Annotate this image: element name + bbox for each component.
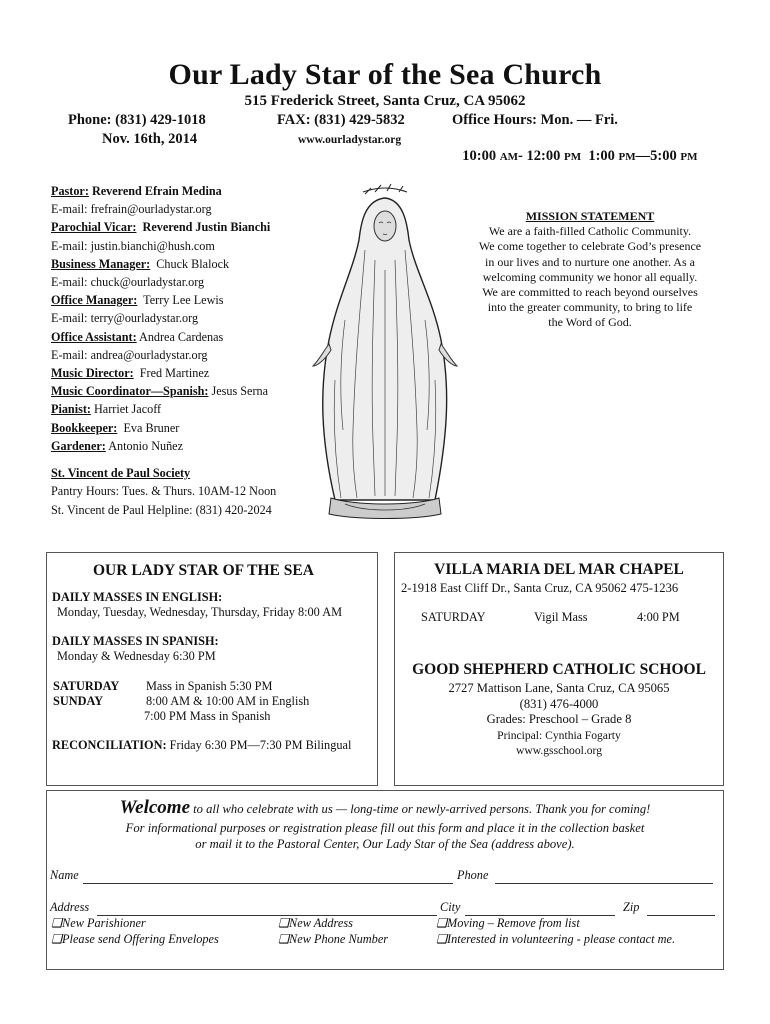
checkbox-moving-remove[interactable]: ❏Moving – Remove from list (436, 916, 580, 930)
staff-entry (51, 218, 296, 236)
school-website: www.gsschool.org (516, 744, 602, 757)
english-masses-label: DAILY MASSES IN ENGLISH: (52, 590, 223, 604)
bulletin-date: Nov. 16th, 2014 (102, 131, 198, 147)
chapel-heading: VILLA MARIA DEL MAR CHAPEL (434, 561, 684, 578)
mission-line: the Word of God. (548, 315, 632, 330)
name-label: Name (50, 868, 79, 882)
school-details (395, 681, 723, 759)
checkbox-new-address[interactable]: ❏New Address (278, 916, 353, 930)
school-heading: GOOD SHEPHERD CATHOLIC SCHOOL (412, 661, 706, 678)
chapel-address: 2-1918 East Cliff Dr., Santa Cruz, CA 95062 475-1236 (401, 581, 679, 595)
reconciliation-info: RECONCILIATION: Friday 6:30 PM—7:30 PM Bilingual (52, 738, 352, 752)
checkbox-icon[interactable]: ❏ (51, 932, 63, 946)
staff-name: Fred Martinez (133, 366, 210, 381)
staff-role: Office Assistant: (51, 329, 137, 344)
mission-line: welcoming community we honor all equally. (482, 269, 698, 284)
checkbox-volunteering[interactable]: ❏Interested in volunteering - please contact me. (436, 932, 676, 946)
checkbox-icon[interactable]: ❏ (51, 916, 63, 930)
staff-role: Business Manager: (51, 256, 151, 271)
saturday-mass-time: Mass in Spanish 5:30 PM (146, 679, 273, 693)
staff-entry (51, 419, 296, 437)
sunday-mass-time-spanish: 7:00 PM Mass in Spanish (144, 709, 271, 723)
office-hours-times: 10:00 AM- 12:00 PM 1:00 PM—5:00 PM (462, 148, 698, 164)
sunday-label: SUNDAY (53, 694, 104, 708)
school-grades: Grades: Preschool – Grade 8 (486, 712, 632, 726)
church-address: 515 Frederick Street, Santa Cruz, CA 95062 (244, 93, 526, 109)
mission-line: into the greater community, to bring to life (487, 300, 693, 315)
staff-name: Andrea Cardenas (136, 329, 224, 344)
staff-email: E-mail: justin.bianchi@hush.com (51, 238, 215, 253)
staff-entry (51, 437, 296, 455)
staff-role: Pastor: (51, 184, 89, 198)
name-field[interactable] (83, 883, 453, 884)
svdp-pantry-hours: Pantry Hours: Tues. & Thurs. 10AM-12 Noon (51, 484, 277, 499)
staff-role: Music Director: (51, 366, 134, 381)
mission-line: We come together to celebrate God’s presence (478, 239, 702, 254)
fax-number: FAX: (831) 429-5832 (277, 112, 405, 128)
staff-role: Office Manager: (51, 293, 138, 308)
staff-entry (51, 291, 296, 309)
staff-role: Music Coordinator—Spanish: (51, 384, 209, 399)
checkbox-icon[interactable]: ❏ (436, 932, 448, 946)
staff-email: E-mail: terry@ourladystar.org (51, 311, 199, 326)
zip-field[interactable] (647, 915, 715, 916)
staff-role: Gardener: (51, 438, 106, 453)
staff-name: Terry Lee Lewis (137, 293, 224, 308)
checkbox-new-phone-number[interactable]: ❏New Phone Number (278, 932, 389, 946)
staff-entry (51, 182, 296, 200)
welcome-word: Welcome (119, 797, 190, 818)
phone-number: Phone: (831) 429-1018 (68, 112, 206, 128)
staff-name: Antonio Nuñez (105, 438, 184, 453)
address-label: Address (50, 900, 90, 914)
staff-entry (51, 255, 296, 273)
sunday-mass-times-english: 8:00 AM & 10:00 AM in English (146, 694, 310, 708)
registration-form (46, 790, 724, 970)
phone-label: Phone (457, 868, 489, 882)
staff-name: Jesus Serna (208, 384, 269, 399)
staff-entry (51, 400, 296, 418)
virgin-mary-statue-illustration (295, 180, 475, 520)
spanish-masses-times: Monday & Wednesday 6:30 PM (57, 649, 216, 663)
staff-role: Bookkeeper: (51, 420, 118, 435)
staff-entry (51, 382, 296, 400)
address-field[interactable] (97, 915, 437, 916)
church-title: Our Lady Star of the Sea Church (168, 58, 602, 91)
mass-schedule-heading: OUR LADY STAR OF THE SEA (93, 562, 314, 579)
staff-name: Chuck Blalock (150, 256, 230, 271)
church-website: www.ourladystar.org (298, 134, 402, 146)
spanish-masses-label: DAILY MASSES IN SPANISH: (52, 634, 219, 648)
office-hours-label: Office Hours: Mon. — Fri. (452, 112, 618, 128)
mass-schedule-box (46, 552, 378, 786)
checkbox-new-parishioner[interactable]: ❏New Parishioner (51, 916, 146, 930)
staff-role: Parochial Vicar: (51, 220, 137, 235)
mission-line: in our lives and to nurture one another. As a (485, 254, 695, 269)
mission-line: We are committed to reach beyond ourselves (482, 285, 698, 300)
welcome-line: Welcome to all who celebrate with us — long-time or newly-arrived persons. Thank you for coming! (119, 797, 651, 818)
chapel-time: 4:00 PM (637, 610, 680, 624)
chapel-school-box (394, 552, 724, 786)
staff-name: Eva Bruner (117, 420, 180, 435)
staff-role: Pianist: (51, 402, 91, 417)
checkbox-offering-envelopes[interactable]: ❏Please send Offering Envelopes (51, 932, 219, 946)
saturday-label: SATURDAY (53, 679, 120, 693)
staff-email: E-mail: andrea@ourladystar.org (51, 347, 208, 362)
staff-name: Reverend Justin Bianchi (136, 220, 271, 235)
staff-name: Harriet Jacoff (90, 402, 162, 417)
chapel-day: SATURDAY (421, 610, 486, 624)
mission-heading: MISSION STATEMENT (525, 209, 655, 223)
checkbox-icon[interactable]: ❏ (278, 932, 290, 946)
school-address: 2727 Mattison Lane, Santa Cruz, CA 95065 (448, 681, 670, 695)
city-label: City (440, 900, 461, 914)
staff-name: Reverend Efrain Medina (88, 184, 222, 198)
checkbox-icon[interactable]: ❏ (278, 916, 290, 930)
english-masses-times: Monday, Tuesday, Wednesday, Thursday, Friday 8:00 AM (57, 605, 343, 619)
svdp-section (51, 464, 276, 519)
zip-label: Zip (623, 900, 640, 914)
form-instructions-1: For informational purposes or registration please fill out this form and place it in the collection basket (125, 821, 645, 835)
mission-statement (470, 209, 710, 331)
staff-directory (51, 182, 296, 455)
phone-field[interactable] (495, 883, 713, 884)
school-phone: (831) 476-4000 (519, 696, 599, 711)
staff-email: E-mail: chuck@ourladystar.org (51, 275, 205, 290)
staff-email: E-mail: frefrain@ourladystar.org (51, 202, 212, 217)
staff-entry (51, 328, 296, 346)
svdp-helpline: St. Vincent de Paul Helpline: (831) 420-2024 (51, 502, 272, 517)
staff-entry (51, 364, 296, 382)
chapel-mass: Vigil Mass (534, 610, 588, 624)
checkbox-icon[interactable]: ❏ (436, 916, 448, 930)
school-principal: Principal: Cynthia Fogarty (497, 728, 621, 742)
form-instructions-2: or mail it to the Pastoral Center, Our Lady Star of the Sea (address above). (195, 837, 575, 851)
mission-line: We are a faith-filled Catholic Community. (488, 224, 692, 239)
svdp-heading: St. Vincent de Paul Society (51, 466, 191, 480)
